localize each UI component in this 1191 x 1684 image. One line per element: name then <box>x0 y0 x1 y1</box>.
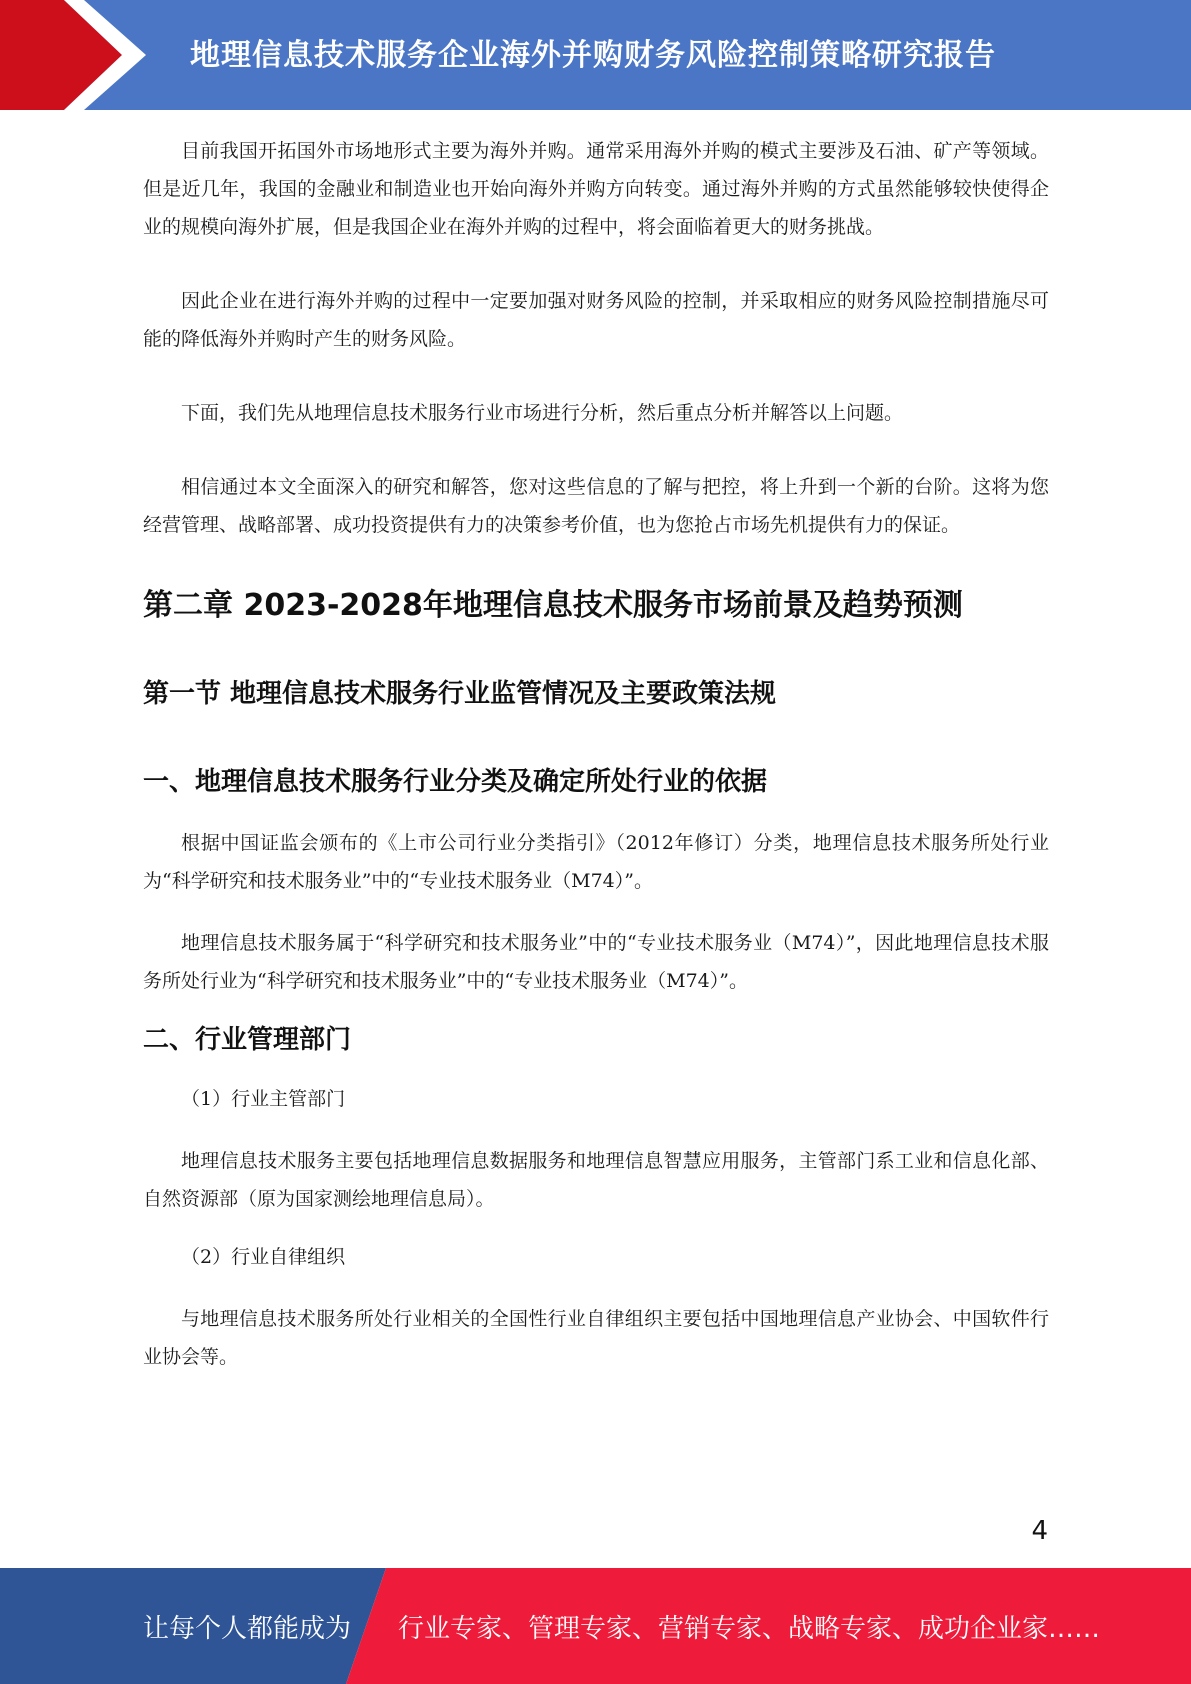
page-number: 4 <box>1031 1516 1048 1546</box>
paragraph: 目前我国开拓国外市场地形式主要为海外并购。通常采用海外并购的模式主要涉及石油、矿产等领域。但是近几年，我国的金融业和制造业也开始向海外并购方向转变。通过海外并购的方式虽然能够较快使得企业的规模向海外扩展，但是我国企业在海外并购的过程中，将会面临着更大的财务挑战。 <box>143 140 1049 238</box>
page-header <box>0 0 1191 110</box>
report-title: 地理信息技术服务企业海外并购财务风险控制策略研究报告 <box>190 38 996 73</box>
subsection-heading: 二、行业管理部门 <box>143 1025 352 1055</box>
section-heading: 第一节 地理信息技术服务行业监管情况及主要政策法规 <box>143 679 777 709</box>
page-footer <box>0 1568 1191 1684</box>
paragraph: 地理信息技术服务主要包括地理信息数据服务和地理信息智慧应用服务，主管部门系工业和信息化部、自然资源部（原为国家测绘地理信息局）。 <box>143 1150 1049 1210</box>
chapter-heading: 第二章 2023-2028年地理信息技术服务市场前景及趋势预测 <box>143 588 963 623</box>
footer-slogan-left: 让每个人都能成为 <box>143 1614 352 1644</box>
paragraph: 相信通过本文全面深入的研究和解答，您对这些信息的了解与把控，将上升到一个新的台阶。这将为您经营管理、战略部署、成功投资提供有力的决策参考价值，也为您抢占市场先机提供有力的保证。 <box>143 476 1049 536</box>
list-item-heading: （2）行业自律组织 <box>181 1246 346 1268</box>
list-item-heading: （1）行业主管部门 <box>181 1088 346 1110</box>
header-chevron-ornament <box>0 0 160 110</box>
paragraph: 根据中国证监会颁布的《上市公司行业分类指引》（2012年修订）分类，地理信息技术服务所处行业为“科学研究和技术服务业”中的“专业技术服务业（M74）”。 <box>143 832 1049 892</box>
paragraph: 因此企业在进行海外并购的过程中一定要加强对财务风险的控制，并采取相应的财务风险控制措施尽可能的降低海外并购时产生的财务风险。 <box>143 290 1049 350</box>
paragraph: 地理信息技术服务属于“科学研究和技术服务业”中的“专业技术服务业（M74）”，因此地理信息技术服务所处行业为“科学研究和技术服务业”中的“专业技术服务业（M74）”。 <box>143 932 1049 992</box>
subsection-heading: 一、地理信息技术服务行业分类及确定所处行业的依据 <box>143 767 768 797</box>
paragraph: 与地理信息技术服务所处行业相关的全国性行业自律组织主要包括中国地理信息产业协会、中国软件行业协会等。 <box>143 1308 1049 1368</box>
footer-slogan-right: 行业专家、管理专家、营销专家、战略专家、成功企业家…… <box>398 1614 1101 1644</box>
document-body <box>143 132 1049 1376</box>
paragraph: 下面，我们先从地理信息技术服务行业市场进行分析，然后重点分析并解答以上问题。 <box>181 402 904 424</box>
